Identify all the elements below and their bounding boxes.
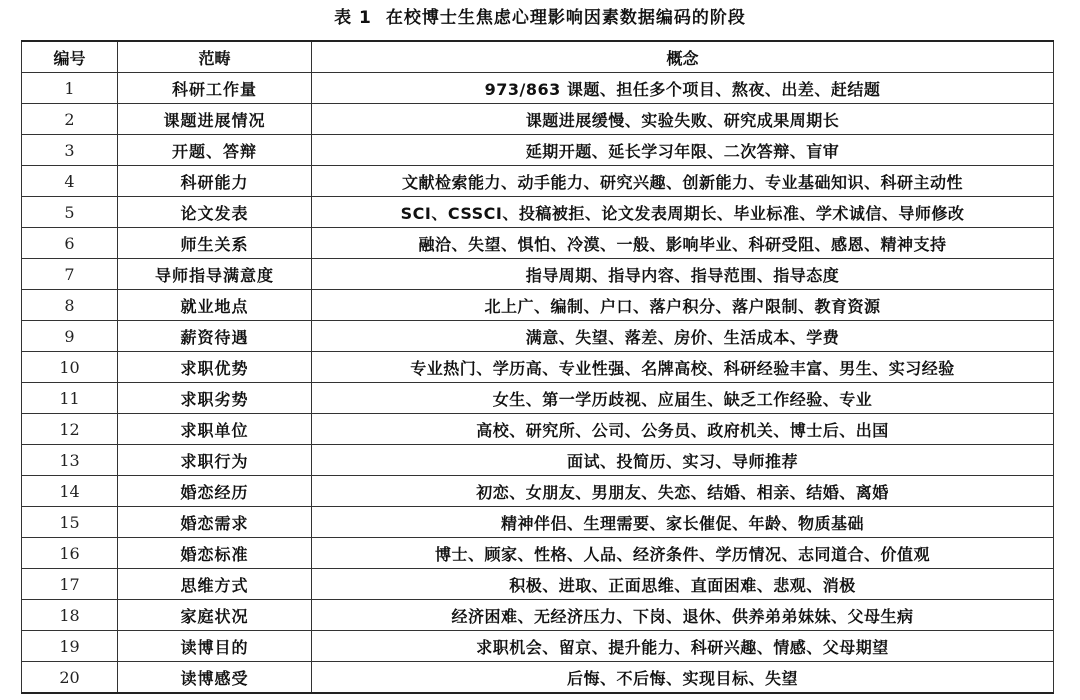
row-concept-cell: SCI、CSSCI、投稿被拒、论文发表周期长、毕业标准、学术诚信、导师修改 bbox=[312, 197, 1054, 228]
row-id-cell: 11 bbox=[22, 383, 118, 414]
row-category-cell: 求职行为 bbox=[118, 445, 312, 476]
row-concept-cell: 满意、失望、落差、房价、生活成本、学费 bbox=[312, 321, 1054, 352]
coding-table bbox=[21, 40, 1054, 694]
header-id: 编号 bbox=[22, 41, 118, 73]
table-row bbox=[22, 507, 1054, 538]
row-id-cell: 1 bbox=[22, 73, 118, 104]
row-id-cell: 16 bbox=[22, 538, 118, 569]
row-category-cell: 家庭状况 bbox=[118, 600, 312, 631]
row-category-cell: 师生关系 bbox=[118, 228, 312, 259]
row-id-cell: 3 bbox=[22, 135, 118, 166]
table-row bbox=[22, 321, 1054, 352]
row-category-cell: 导师指导满意度 bbox=[118, 259, 312, 290]
table-caption bbox=[0, 6, 1080, 30]
row-id-cell: 10 bbox=[22, 352, 118, 383]
table-row bbox=[22, 352, 1054, 383]
table-row bbox=[22, 414, 1054, 445]
table-body bbox=[22, 73, 1054, 694]
table-row bbox=[22, 383, 1054, 414]
header-row bbox=[22, 41, 1054, 73]
table-row bbox=[22, 73, 1054, 104]
row-category-cell: 科研能力 bbox=[118, 166, 312, 197]
row-concept-cell: 973/863 课题、担任多个项目、熬夜、出差、赶结题 bbox=[312, 73, 1054, 104]
header-concept: 概念 bbox=[312, 41, 1054, 73]
row-category-cell: 科研工作量 bbox=[118, 73, 312, 104]
row-category-cell: 就业地点 bbox=[118, 290, 312, 321]
row-concept-cell: 融洽、失望、惧怕、冷漠、一般、影响毕业、科研受阻、感恩、精神支持 bbox=[312, 228, 1054, 259]
table-number: 表 1 bbox=[334, 8, 372, 28]
table-row bbox=[22, 631, 1054, 662]
row-concept-cell: 后悔、不后悔、实现目标、失望 bbox=[312, 662, 1054, 694]
row-concept-cell: 积极、进取、正面思维、直面困难、悲观、消极 bbox=[312, 569, 1054, 600]
table-row bbox=[22, 662, 1054, 694]
table-row bbox=[22, 569, 1054, 600]
row-category-cell: 婚恋需求 bbox=[118, 507, 312, 538]
row-id-cell: 15 bbox=[22, 507, 118, 538]
row-concept-cell: 求职机会、留京、提升能力、科研兴趣、情感、父母期望 bbox=[312, 631, 1054, 662]
row-concept-cell: 精神伴侣、生理需要、家长催促、年龄、物质基础 bbox=[312, 507, 1054, 538]
row-category-cell: 薪资待遇 bbox=[118, 321, 312, 352]
row-concept-cell: 面试、投简历、实习、导师推荐 bbox=[312, 445, 1054, 476]
row-concept-cell: 博士、顾家、性格、人品、经济条件、学历情况、志同道合、价值观 bbox=[312, 538, 1054, 569]
row-category-cell: 读博感受 bbox=[118, 662, 312, 694]
row-concept-cell: 北上广、编制、户口、落户积分、落户限制、教育资源 bbox=[312, 290, 1054, 321]
row-category-cell: 论文发表 bbox=[118, 197, 312, 228]
table-row bbox=[22, 445, 1054, 476]
table-title: 在校博士生焦虑心理影响因素数据编码的阶段 bbox=[385, 8, 746, 28]
table-row bbox=[22, 104, 1054, 135]
table-row bbox=[22, 197, 1054, 228]
row-id-cell: 9 bbox=[22, 321, 118, 352]
row-id-cell: 17 bbox=[22, 569, 118, 600]
row-concept-cell: 专业热门、学历高、专业性强、名牌高校、科研经验丰富、男生、实习经验 bbox=[312, 352, 1054, 383]
row-id-cell: 8 bbox=[22, 290, 118, 321]
row-id-cell: 13 bbox=[22, 445, 118, 476]
table-row bbox=[22, 600, 1054, 631]
row-id-cell: 6 bbox=[22, 228, 118, 259]
row-id-cell: 14 bbox=[22, 476, 118, 507]
header-category: 范畴 bbox=[118, 41, 312, 73]
row-id-cell: 7 bbox=[22, 259, 118, 290]
row-concept-cell: 课题进展缓慢、实验失败、研究成果周期长 bbox=[312, 104, 1054, 135]
row-concept-cell: 指导周期、指导内容、指导范围、指导态度 bbox=[312, 259, 1054, 290]
table-row bbox=[22, 135, 1054, 166]
row-id-cell: 18 bbox=[22, 600, 118, 631]
row-category-cell: 思维方式 bbox=[118, 569, 312, 600]
table-row bbox=[22, 228, 1054, 259]
row-id-cell: 5 bbox=[22, 197, 118, 228]
table-row bbox=[22, 166, 1054, 197]
row-category-cell: 开题、答辩 bbox=[118, 135, 312, 166]
row-concept-cell: 女生、第一学历歧视、应届生、缺乏工作经验、专业 bbox=[312, 383, 1054, 414]
table-row bbox=[22, 259, 1054, 290]
row-concept-cell: 高校、研究所、公司、公务员、政府机关、博士后、出国 bbox=[312, 414, 1054, 445]
row-id-cell: 20 bbox=[22, 662, 118, 694]
row-id-cell: 19 bbox=[22, 631, 118, 662]
table-row bbox=[22, 538, 1054, 569]
row-category-cell: 求职优势 bbox=[118, 352, 312, 383]
row-concept-cell: 初恋、女朋友、男朋友、失恋、结婚、相亲、结婚、离婚 bbox=[312, 476, 1054, 507]
row-category-cell: 求职单位 bbox=[118, 414, 312, 445]
row-concept-cell: 延期开题、延长学习年限、二次答辩、盲审 bbox=[312, 135, 1054, 166]
row-concept-cell: 文献检索能力、动手能力、研究兴趣、创新能力、专业基础知识、科研主动性 bbox=[312, 166, 1054, 197]
table-row bbox=[22, 476, 1054, 507]
row-category-cell: 课题进展情况 bbox=[118, 104, 312, 135]
row-category-cell: 读博目的 bbox=[118, 631, 312, 662]
table-row bbox=[22, 290, 1054, 321]
row-id-cell: 4 bbox=[22, 166, 118, 197]
row-category-cell: 婚恋经历 bbox=[118, 476, 312, 507]
row-id-cell: 12 bbox=[22, 414, 118, 445]
row-id-cell: 2 bbox=[22, 104, 118, 135]
row-category-cell: 求职劣势 bbox=[118, 383, 312, 414]
row-category-cell: 婚恋标准 bbox=[118, 538, 312, 569]
row-concept-cell: 经济困难、无经济压力、下岗、退休、供养弟弟妹妹、父母生病 bbox=[312, 600, 1054, 631]
